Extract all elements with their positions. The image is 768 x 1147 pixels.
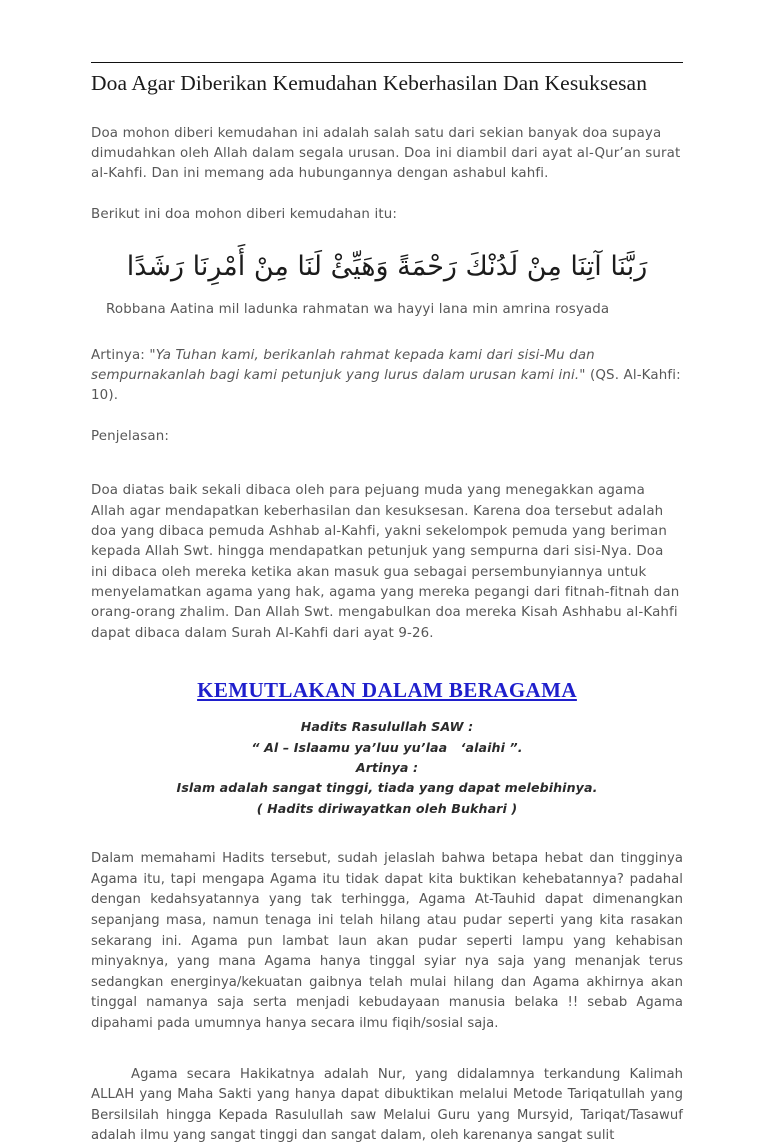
translation-quote: Ya Tuhan kami, berikanlah rahmat kepada kami dari sisi-Mu dan sempurnakanlah bagi kami petunjuk yang lurus dalam urusan kami ini.: [91, 347, 595, 384]
hadits-line: Artinya :: [355, 759, 419, 775]
transliteration-text: Robbana Aatina mil ladunka rahmatan wa hayyi lana min amrina rosyada: [106, 301, 610, 317]
translation-citation: " (QS. Al-Kahfi: 10).: [91, 368, 681, 404]
explanation-paragraph: Doa diatas baik sekali dibaca oleh para pejuang muda yang menegakkan agama Allah agar mendapatkan keberhasilan dan kesuksesan. Karena doa tersebut adalah doa yang dibaca pemuda Ashhab al-Kahfi, yakni sekelompok pemuda yang beriman kepada Allah Swt. hingga mendapatkan petunjuk yang sempurna dari sisi-Nya. Doa ini dibaca oleh mereka ketika akan masuk gua sebagai persembunyiannya untuk menyelamatkan agama yang hak, agama yang mereka pegangi dari fitnah-fitnah dan orang-orang zhalim. Dan Allah Swt. mengabulkan doa mereka Kisah Ashhabu al-Kahfi dapat dibaca dalam Surah Al-Kahfi dari ayat 9-26.: [91, 483, 680, 641]
body-paragraph-2: Agama secara Hakikatnya adalah Nur, yang didalamnya terkandung Kalimah ALLAH yang Maha Sakti yang hanya dapat dibuktikan melalui Metode Tariqatullah yang Bersilsilah hingga Kepada Rasulullah saw Melalui Guru yang Mursyid, Tariqat/Tasawuf adalah ilmu yang sangat tinggi dan sangat dalam, oleh karenanya sangat sulit: [91, 1066, 683, 1144]
lead-in-text: Berikut ini doa mohon diberi kemudahan itu:: [91, 206, 398, 222]
title-horizontal-rule: [91, 62, 683, 63]
hadits-block: [91, 717, 683, 819]
body-paragraph-1: Dalam memahami Hadits tersebut, sudah jelaslah bahwa betapa hebat dan tingginya Agama itu, tapi mengapa Agama itu tidak dapat kita buktikan kehebatannya? padahal dengan kedahsyatannya yang tak terhingga, Agama At-Tauhid dapat dimenangkan sepanjang masa, namun tenaga ini telah hilang atau pudar seperti yang kita rasakan sekarang ini. Agama pun lambat laun akan pudar seperti lampu yang kehabisan minyaknya, yang mana Agama hanya tinggal syiar nya saja yang menanjak terus sedangkan energinya/kekuatan gaibnya telah mulai hilang dan Agama akhirnya akan tinggal namanya saja serta menjadi kebudayaan manusia belaka !! sebab Agama dipahami pada umumnya hanya secara ilmu fiqih/sosial saja.: [91, 851, 683, 1031]
hadits-line: Hadits Rasulullah SAW :: [300, 719, 474, 735]
arabic-verse-text: رَبَّنَا آتِنَا مِنْ لَدُنْكَ رَحْمَةً وَهَيِّئْ لَنَا مِنْ أَمْرِنَا رَشَدًا: [126, 251, 648, 283]
section-heading: KEMUTLAKAN DALAM BERAGAMA: [197, 678, 577, 703]
hadits-line: Islam adalah sangat tinggi, tiada yang dapat melebihinya.: [176, 780, 598, 796]
arabic-verse-block: [91, 247, 683, 288]
hadits-line: “ Al – Islaamu ya’luu yu’laa ‘alaihi ”.: [251, 739, 523, 755]
intro-paragraph: Doa mohon diberi kemudahan ini adalah salah satu dari sekian banyak doa supaya dimudahkan oleh Allah dalam segala urusan. Doa ini diambil dari ayat al-Qur’an surat al-Kahfi. Dan ini memang ada hubungannya dengan ashabul kahfi.: [91, 125, 681, 182]
translation-label: Artinya: ": [91, 347, 156, 363]
page-title: Doa Agar Diberikan Kemudahan Keberhasilan Dan Kesuksesan: [91, 71, 648, 95]
translation-paragraph: [91, 346, 683, 407]
document-content: [91, 62, 683, 1147]
hadits-line: ( Hadits diriwayatkan oleh Bukhari ): [256, 800, 518, 816]
section-heading-block: [91, 678, 683, 703]
explanation-label: Penjelasan:: [91, 428, 170, 444]
